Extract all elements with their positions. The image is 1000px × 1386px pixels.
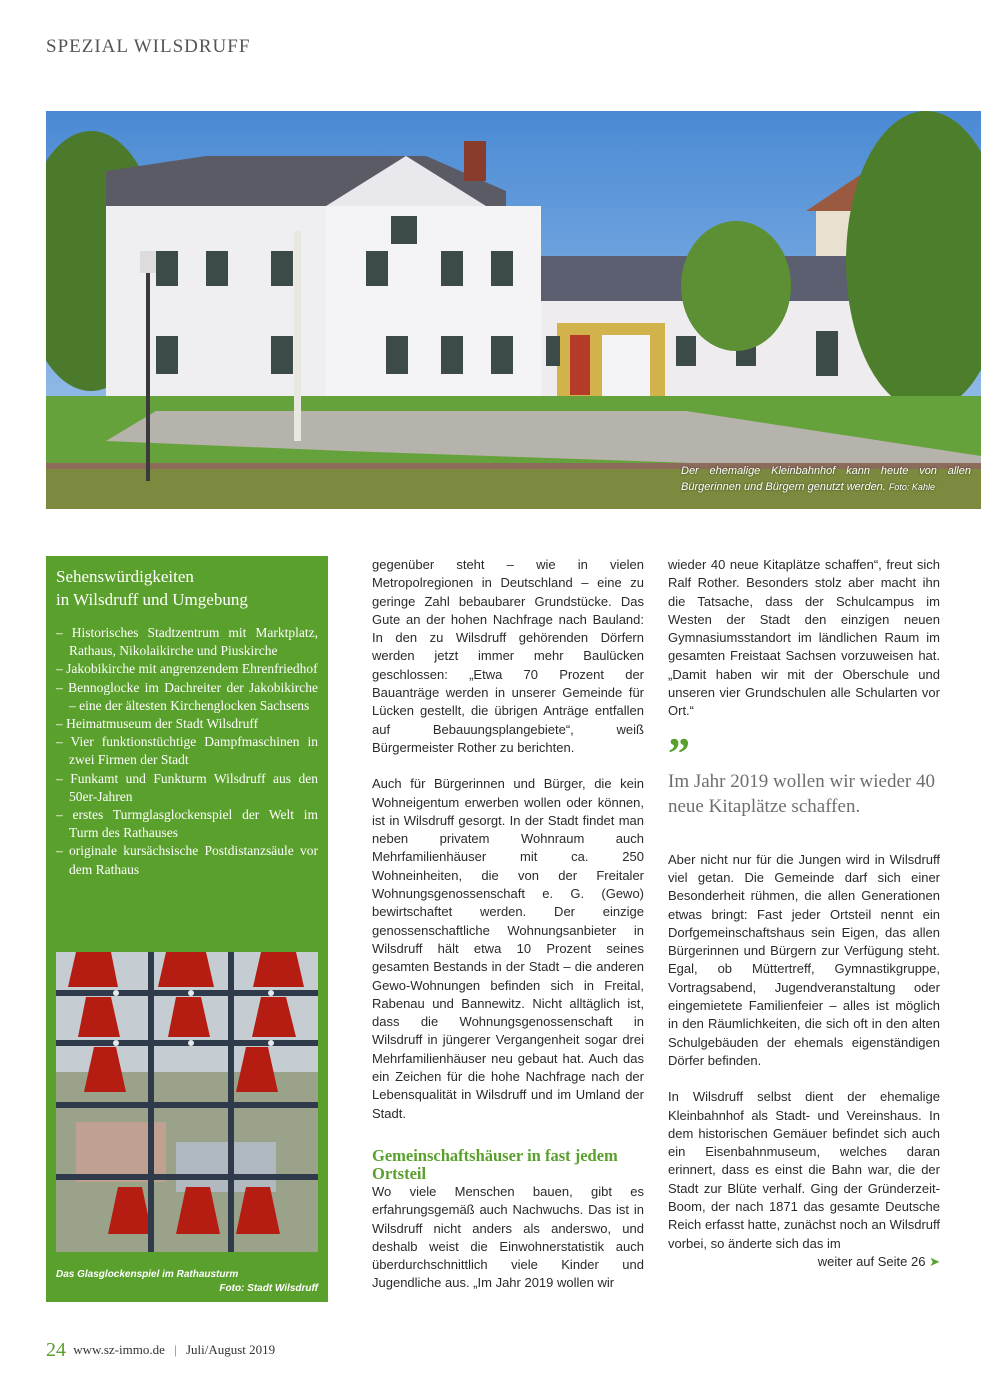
- paragraph: Aber nicht nur für die Jungen wird in Wilsdruff viel getan. Die Gemeinde darf sich einer Besonderheit rühmen, die allen Generationen etwas bringt: Fast jeder Ortsteil nennt ein Dorfgemeinschaftshaus sein Eigen, das allen Bürgerinnen und Bürgern zur Verfügung steht. Egal, ob Müttertreff, Gymnastikgruppe, Vortragsabend, Jugendveranstaltung oder eingemietete Familienfeier – alles ist möglich in den Räumlichkeiten, die sich oft in den alten Schulgebäuden der ehemals eigenständigen Dörfer befinden.: [668, 851, 940, 1068]
- paragraph: gegenüber steht – wie in vielen Metropolregionen in Deutschland – eine zu geringe Zahl bebaubarer Grundstücke. Das Gute an der hohen Nachfrage nach Bauland: In den zu Wilsdruff gehörenden Dörfern werden jetzt immer mehr Baulücken geschlossen: „Etwa 70 Prozent der Bauanträge werden in unserer Gemeinde für Lücken gestellt, die übrigen Anträge entfallen auf Bebauungsplangebiete“, weiß Bürgermeister Rother zu berichten.: [372, 557, 644, 755]
- paragraph: wieder 40 neue Kitaplätze schaffen“, freut sich Ralf Rother. Besonders stolz aber macht ihn die Tatsache, dass der Schulcampus im Westen der Stadt den einzigen neuen Gymnasiumsstandort im ländlichen Raum im gesamten Freistaat Sachsen vorzuweisen hat. „Damit haben wir mit der Oberschule und unseren vier Grundschulen alle Schularten vor Ort.“: [668, 557, 940, 719]
- list-item: – Historisches Stadtzentrum mit Marktplatz, Rathaus, Nikolaikirche und Piuskirche: [56, 624, 318, 660]
- paragraph: Wo viele Menschen bauen, gibt es erfahrungsgemäß auch Nachwuchs. Das ist in Wilsdruff nicht anders als anderswo, und deshalb weist die Einwohnerstatistik auch überdurchschnittlich viele Kinder und Jugendliche aus. „Im Jahr 2019 wollen wir: [372, 1183, 644, 1291]
- glass-bells-caption: [56, 1268, 318, 1296]
- glass-bells-caption-text: Das Glasglockenspiel im Rathausturm: [56, 1269, 239, 1280]
- list-item: – Heimatmuseum der Stadt Wilsdruff: [56, 715, 318, 733]
- list-item: – Jakobikirche mit angrenzendem Ehrenfriedhof: [56, 660, 318, 678]
- glass-bells-illustration: [56, 952, 318, 1252]
- list-item: – Vier funktionstüchtige Dampfmaschinen in zwei Firmen der Stadt: [56, 733, 318, 769]
- old-station-building-illustration: [46, 111, 981, 509]
- list-item: – Bennoglocke im Dachreiter der Jakobikirche – eine der ältesten Kirchenglocken Sachsens: [56, 679, 318, 715]
- attractions-list: [56, 624, 318, 879]
- issue-date: Juli/August 2019: [185, 1342, 276, 1357]
- attractions-title-line1: Sehenswürdigkeiten: [56, 567, 194, 586]
- continued-on-page-link[interactable]: [668, 1253, 940, 1271]
- quote-mark-icon: ”: [668, 728, 690, 778]
- continued-on-page-text: weiter auf Seite 26: [817, 1253, 926, 1269]
- article-column-1: [372, 556, 644, 1311]
- glass-bells-photo-credit: Foto: Stadt Wilsdruff: [219, 1283, 318, 1294]
- website-link[interactable]: www.sz-immo.de: [73, 1342, 165, 1357]
- paragraph: In Wilsdruff selbst dient der ehemalige Kleinbahnhof als Stadt- und Vereinshaus. In dem historischen Gemäuer befindet sich auch ein Eisenbahnmuseum, welches daran erinnert, dass es einst die Bahn war, die der Stadt zur Blüte verhalf. Ging der Gründerzeit-Boom, der nach 1871 das gesamte Deutsche Reich erfasst hatte, zunächst noch an Wilsdruff vorbei, so änderte sich das im: [668, 1089, 940, 1251]
- page-number: 24: [46, 1339, 66, 1361]
- list-item: – Funkamt und Funkturm Wilsdruff aus den 50er-Jahren: [56, 770, 318, 806]
- glass-bells-photo: [56, 952, 318, 1252]
- list-item: – erstes Turmglasglockenspiel der Welt im Turm des Rathauses: [56, 806, 318, 842]
- paragraph: Auch für Bürgerinnen und Bürger, die kein Wohneigentum erwerben wollen oder können, ist in Wilsdruff gesorgt. In der Stadt findet man neben privatem Wohnraum auch Mehrfamilienhäuser mit ca. 250 Wohneinheiten, die von der Freitaler Wohnungsgenossenschaft e. G. (Gewo) bewirtschaftet werden. Der einzige genossenschaftliche Wohnungsanbieter in Wilsdruff hält etwa 10 Prozent seines gesamten Bestands in der Stadt – die anderen Gewo-Wohnungen befinden sich in Freital, Rabenau und Bannewitz. Nicht alltäglich ist, dass die Wohnungsgenossenschaft in Wilsdruff in jüngerer Vergangenheit sogar drei Mehrfamilienhäuser neu gebaut hat. Auch das ein Zeichen für die hohe Nachfrage nach der Lebensqualität in Wilsdruff und im Umland der Stadt.: [372, 776, 644, 1121]
- subheading: Gemeinschaftshäuser in fast jedem Ortsteil: [372, 1145, 618, 1183]
- hero-caption-text: Der ehemalige Kleinbahnhof kann heute von allen Bürgerinnen und Bürgern genutzt werden.: [681, 465, 971, 493]
- list-item: – originale kursächsische Postdistanzsäule vor dem Rathaus: [56, 842, 318, 878]
- section-title: SPEZIAL WILSDRUFF: [46, 36, 251, 57]
- article-column-2: [668, 556, 940, 1289]
- attractions-box: [46, 556, 328, 1302]
- hero-photo-credit: Foto: Kahle: [888, 482, 935, 492]
- pull-quote: Im Jahr 2019 wollen wir wieder 40 neue Kitaplätze schaffen.: [668, 770, 935, 817]
- attractions-title-line2: in Wilsdruff und Umgebung: [56, 590, 248, 609]
- footer-separator: |: [174, 1342, 177, 1357]
- hero-caption: [681, 463, 971, 495]
- arrow-right-icon: ➤: [929, 1253, 940, 1269]
- attractions-title: [56, 565, 318, 611]
- hero-photo: [46, 111, 981, 509]
- page-footer: [46, 1339, 275, 1362]
